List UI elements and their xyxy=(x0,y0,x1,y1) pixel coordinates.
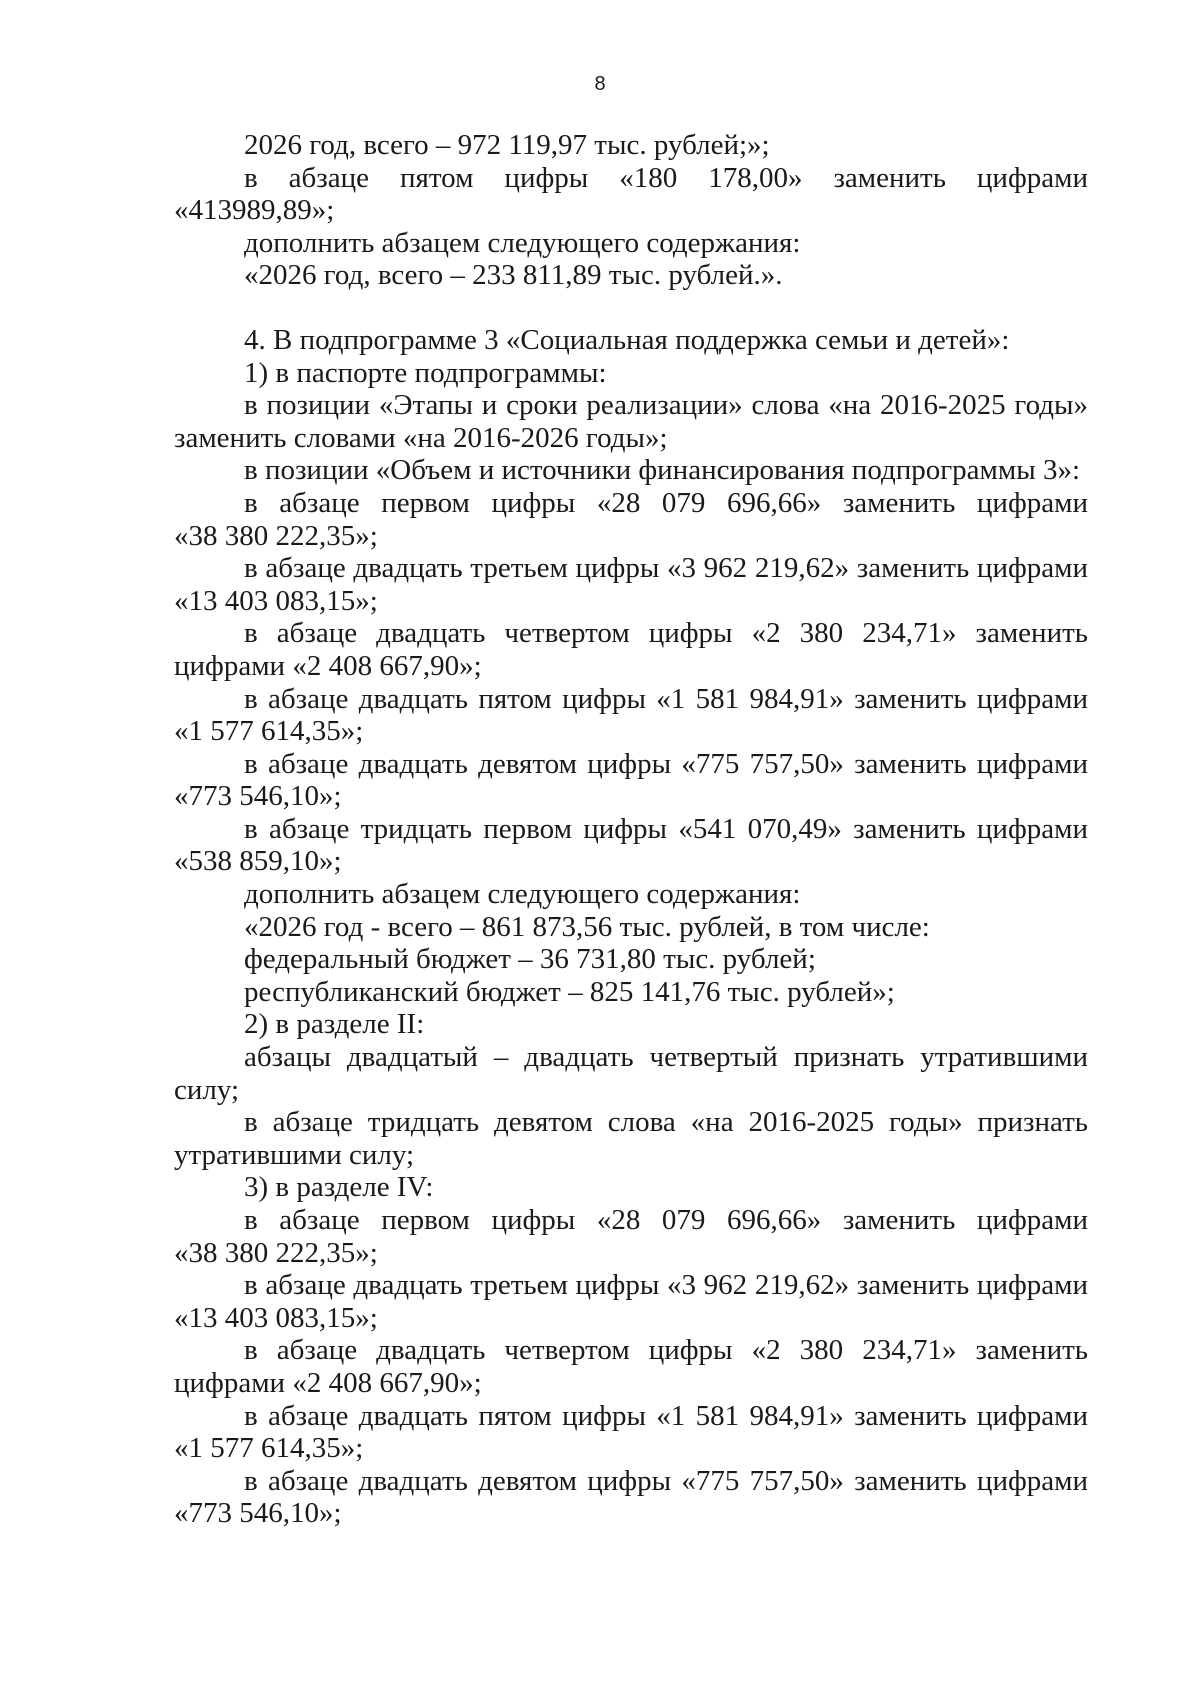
text-line: в абзаце первом цифры «28 079 696,66» заменить цифрами xyxy=(244,486,1088,519)
text-line: в абзаце двадцать пятом цифры «1 581 984,91» заменить цифрами xyxy=(244,682,1088,715)
text-line: 4. В подпрограмме 3 «Социальная поддержка семьи и детей»: xyxy=(244,323,1010,356)
page-number: 8 xyxy=(594,73,606,95)
text-line: в абзаце тридцать девятом слова «на 2016-2025 годы» признать xyxy=(244,1106,1088,1139)
text-line: республиканский бюджет – 825 141,76 тыс. рублей»; xyxy=(244,975,895,1008)
text-line: «538 859,10»; xyxy=(174,845,342,878)
text-line: 1) в паспорте подпрограммы: xyxy=(244,356,607,389)
text-line: 2) в разделе II: xyxy=(244,1008,425,1041)
text-line: заменить словами «на 2016-2026 годы»; xyxy=(174,421,668,454)
document-body xyxy=(174,129,1088,1530)
text-line: цифрами «2 408 667,90»; xyxy=(174,649,482,682)
text-line: «1 577 614,35»; xyxy=(174,715,364,748)
text-line: в позиции «Этапы и сроки реализации» слова «на 2016-2025 годы» xyxy=(244,389,1088,422)
text-line: «38 380 222,35»; xyxy=(174,1236,378,1269)
text-line: утратившими силу; xyxy=(174,1138,415,1171)
text-line: в абзаце двадцать третьем цифры «3 962 219,62» заменить цифрами xyxy=(244,552,1088,585)
text-line: «13 403 083,15»; xyxy=(174,584,378,617)
text-line: в позиции «Объем и источники финансирования подпрограммы 3»: xyxy=(244,454,1081,487)
text-line: «773 546,10»; xyxy=(174,1497,342,1530)
text-line: в абзаце первом цифры «28 079 696,66» заменить цифрами xyxy=(244,1204,1088,1236)
text-line: «13 403 083,15»; xyxy=(174,1301,378,1334)
text-line: «413989,89»; xyxy=(174,194,335,227)
text-line: «773 546,10»; xyxy=(174,780,342,813)
text-line: абзацы двадцатый – двадцать четвертый признать утратившими xyxy=(244,1041,1088,1074)
text-line: 3) в разделе IV: xyxy=(244,1171,434,1204)
text-line: в абзаце двадцать пятом цифры «1 581 984,91» заменить цифрами xyxy=(244,1399,1088,1432)
text-line: в абзаце двадцать четвертом цифры «2 380 234,71» заменить xyxy=(244,617,1088,650)
text-line: «38 380 222,35»; xyxy=(174,519,378,552)
text-line: цифрами «2 408 667,90»; xyxy=(174,1366,482,1399)
text-line: «2026 год, всего – 233 811,89 тыс. рублей.». xyxy=(244,259,783,292)
paragraph-gap xyxy=(174,292,1088,324)
text-line: «1 577 614,35»; xyxy=(174,1432,364,1465)
text-line: в абзаце двадцать третьем цифры «3 962 219,62» заменить цифрами xyxy=(244,1269,1088,1302)
text-line: силу; xyxy=(174,1073,240,1106)
text-line: в абзаце двадцать девятом цифры «775 757,50» заменить цифрами xyxy=(244,1464,1088,1497)
text-line: дополнить абзацем следующего содержания: xyxy=(244,878,801,911)
text-line: дополнить абзацем следующего содержания: xyxy=(244,226,801,259)
text-line: 2026 год, всего – 972 119,97 тыс. рублей;»; xyxy=(244,129,770,161)
text-line: в абзаце пятом цифры «180 178,00» заменить цифрами xyxy=(244,161,1088,194)
text-line: федеральный бюджет – 36 731,80 тыс. рублей; xyxy=(244,943,816,976)
text-line: в абзаце тридцать первом цифры «541 070,49» заменить цифрами xyxy=(244,812,1088,845)
text-line: в абзаце двадцать четвертом цифры «2 380 234,71» заменить xyxy=(244,1334,1088,1367)
text-line: в абзаце двадцать девятом цифры «775 757,50» заменить цифрами xyxy=(244,747,1088,780)
text-line: «2026 год - всего – 861 873,56 тыс. рублей, в том числе: xyxy=(244,910,930,943)
